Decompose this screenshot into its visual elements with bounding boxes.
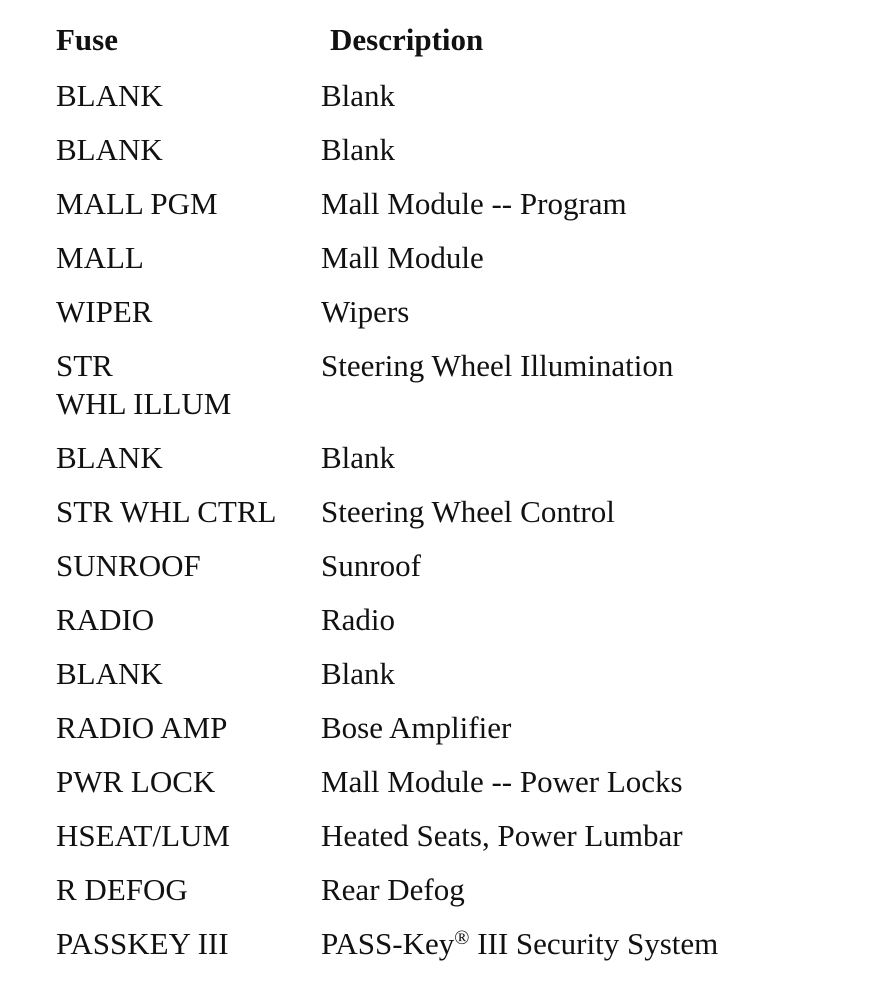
table-row xyxy=(56,655,856,693)
table-row xyxy=(56,77,856,115)
header-description: Description xyxy=(330,21,484,57)
table-row xyxy=(56,817,856,855)
fuse-cell: STR WHL CTRL xyxy=(56,494,277,529)
description-cell: Mall Module -- Power Locks xyxy=(321,764,683,799)
description-cell: Heated Seats, Power Lumbar xyxy=(321,818,683,853)
description-text: III Security System xyxy=(469,926,719,961)
fuse-cell: STR WHL ILLUM xyxy=(56,348,232,421)
fuse-cell: PASSKEY III xyxy=(56,926,229,961)
table-row xyxy=(56,347,856,423)
description-cell: Radio xyxy=(321,602,396,637)
description-cell: Steering Wheel Illumination xyxy=(321,348,674,383)
table-row xyxy=(56,493,856,531)
description-cell: Mall Module -- Program xyxy=(321,186,627,221)
description-cell: Sunroof xyxy=(321,548,421,583)
fuse-table xyxy=(56,18,856,963)
description-cell xyxy=(321,925,718,963)
table-row xyxy=(56,871,856,909)
fuse-cell: BLANK xyxy=(56,656,163,691)
description-cell: Blank xyxy=(321,132,396,167)
table-row xyxy=(56,601,856,639)
table-row xyxy=(56,439,856,477)
description-cell: Steering Wheel Control xyxy=(321,494,615,529)
description-cell: Blank xyxy=(321,656,396,691)
description-cell: Bose Amplifier xyxy=(321,710,512,745)
fuse-cell: HSEAT/LUM xyxy=(56,818,230,853)
fuse-cell: R DEFOG xyxy=(56,872,188,907)
description-text: PASS-Key xyxy=(321,926,455,961)
description-cell: Blank xyxy=(321,440,396,475)
table-row xyxy=(56,763,856,801)
header-fuse: Fuse xyxy=(56,21,118,57)
table-header xyxy=(56,18,856,61)
table-row xyxy=(56,239,856,277)
fuse-cell: RADIO xyxy=(56,602,155,637)
fuse-cell: PWR LOCK xyxy=(56,764,216,799)
description-cell: Mall Module xyxy=(321,240,484,275)
fuse-cell: BLANK xyxy=(56,78,163,113)
fuse-cell: BLANK xyxy=(56,440,163,475)
table-row xyxy=(56,131,856,169)
description-cell: Rear Defog xyxy=(321,872,465,907)
fuse-cell: MALL xyxy=(56,240,144,275)
fuse-cell: RADIO AMP xyxy=(56,710,228,745)
description-cell: Blank xyxy=(321,78,396,113)
fuse-cell: SUNROOF xyxy=(56,548,201,583)
table-row xyxy=(56,293,856,331)
table-row xyxy=(56,709,856,747)
fuse-cell: BLANK xyxy=(56,132,163,167)
table-row xyxy=(56,185,856,223)
fuse-cell: WIPER xyxy=(56,294,153,329)
description-cell: Wipers xyxy=(321,294,410,329)
table-row xyxy=(56,547,856,585)
table-row xyxy=(56,925,856,963)
fuse-cell: MALL PGM xyxy=(56,186,218,221)
registered-mark: ® xyxy=(454,927,470,949)
